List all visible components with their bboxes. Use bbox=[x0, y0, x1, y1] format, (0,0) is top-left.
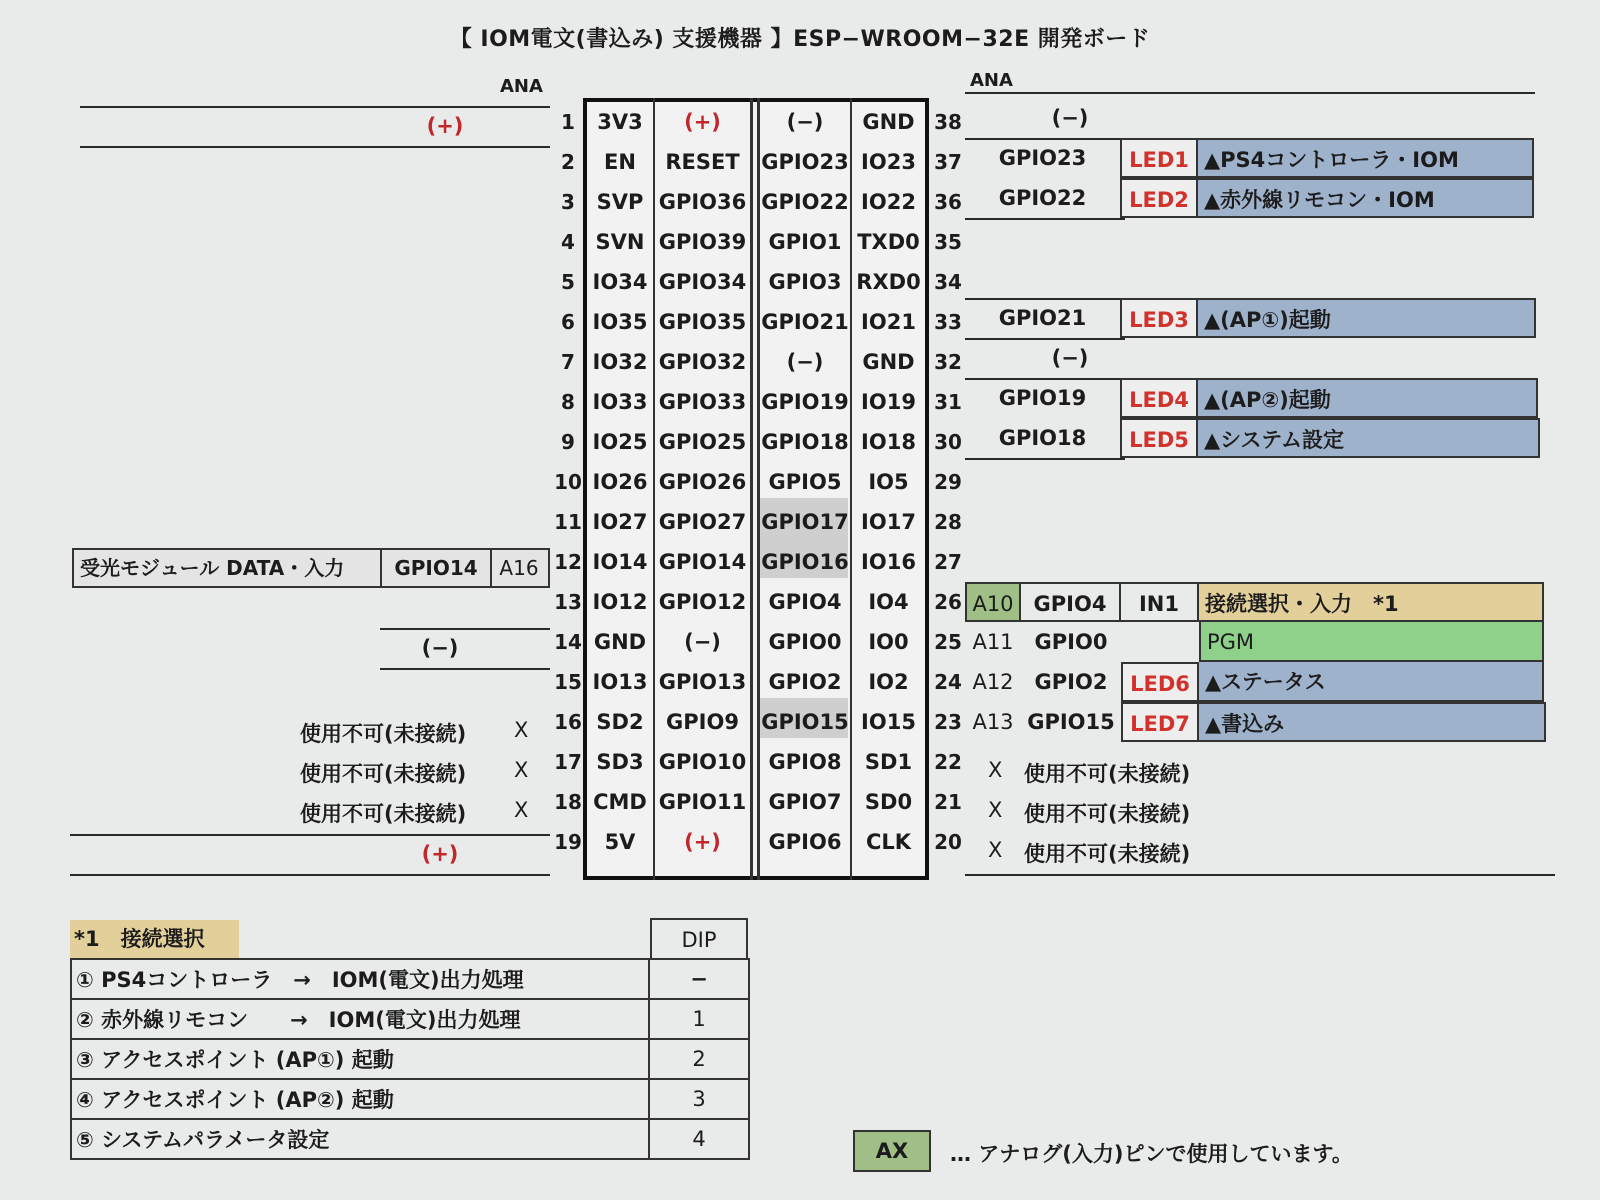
option-label: ④ アクセスポイント (AP②) 起動 bbox=[71, 1079, 649, 1119]
right-minus-32: (−) bbox=[1051, 346, 1089, 370]
ana-pin-a12: A12 bbox=[972, 670, 1014, 694]
pin-number-left: 3 bbox=[561, 190, 575, 214]
divider bbox=[965, 92, 1535, 94]
led-gpio: GPIO22 bbox=[998, 186, 1087, 210]
pin-cell: IO19 bbox=[861, 390, 916, 414]
pin-cell: GPIO36 bbox=[658, 190, 747, 214]
row-25-gpio: GPIO0 bbox=[1034, 630, 1108, 654]
pin-cell: GPIO22 bbox=[761, 190, 849, 214]
x-mark: X bbox=[988, 838, 1003, 862]
pin-cell: 3V3 bbox=[597, 110, 643, 134]
divider bbox=[965, 458, 1125, 460]
pin-number-right: 27 bbox=[934, 550, 962, 574]
led-label: LED7 bbox=[1121, 702, 1199, 742]
pin-number-left: 13 bbox=[554, 590, 582, 614]
pin-cell: IO16 bbox=[861, 550, 916, 574]
divider bbox=[965, 874, 1555, 876]
pin-number-left: 2 bbox=[561, 150, 575, 174]
sensor-gpio: GPIO14 bbox=[380, 550, 492, 586]
status-desc: ▲ステータス bbox=[1197, 662, 1544, 702]
divider bbox=[380, 668, 550, 670]
table-row bbox=[71, 959, 749, 999]
table-row bbox=[71, 1039, 749, 1079]
x-mark: X bbox=[514, 758, 529, 782]
pin-number-left: 17 bbox=[554, 750, 582, 774]
pin-number-left: 12 bbox=[554, 550, 582, 574]
pin-cell: SD2 bbox=[596, 710, 644, 734]
pin-cell: CLK bbox=[865, 830, 912, 854]
sensor-row bbox=[72, 548, 550, 588]
sensor-ana: A16 bbox=[499, 556, 539, 580]
pin-cell: CMD bbox=[593, 790, 647, 814]
page-title: 【 IOM電文(書込み) 支援機器 】ESP−WROOM−32E 開発ボード bbox=[449, 27, 1151, 52]
pin-cell: GPIO3 bbox=[768, 270, 842, 294]
pin-number-right: 24 bbox=[934, 670, 962, 694]
pin-number-right: 33 bbox=[934, 310, 962, 334]
pgm-label: PGM bbox=[1199, 622, 1544, 662]
pin-number-left: 8 bbox=[561, 390, 575, 414]
pin-cell: IO12 bbox=[592, 590, 648, 614]
table-row bbox=[71, 999, 749, 1039]
led-gpio: GPIO18 bbox=[998, 426, 1087, 450]
pin-cell: GPIO13 bbox=[658, 670, 747, 694]
pin-number-right: 35 bbox=[934, 230, 962, 254]
unused-label: 使用不可(未接続) bbox=[1024, 802, 1191, 826]
pin-cell: IO15 bbox=[861, 710, 916, 734]
right-minus-38: (−) bbox=[1051, 106, 1089, 130]
pin-cell: GPIO34 bbox=[658, 270, 747, 294]
pin-cell: IO26 bbox=[592, 470, 648, 494]
pin-number-right: 32 bbox=[934, 350, 962, 374]
pin-cell: GPIO32 bbox=[658, 350, 747, 374]
connect-select-table bbox=[70, 958, 750, 1160]
option-dip: 4 bbox=[649, 1119, 749, 1159]
pin-cell: TXD0 bbox=[857, 230, 920, 254]
pin-cell: IO5 bbox=[868, 470, 909, 494]
pin-cell: GPIO25 bbox=[658, 430, 747, 454]
led-gpio: GPIO21 bbox=[998, 306, 1087, 330]
row-24-gpio: GPIO2 bbox=[1034, 670, 1108, 694]
left-plus-bottom: (+) bbox=[421, 842, 459, 866]
pin-cell: GPIO7 bbox=[768, 790, 842, 814]
pin-number-left: 9 bbox=[561, 430, 575, 454]
dip-header: DIP bbox=[650, 918, 748, 958]
row-23-gpio: GPIO15 bbox=[1027, 710, 1115, 734]
pin-number-left: 5 bbox=[561, 270, 575, 294]
led-label: LED4 bbox=[1120, 378, 1198, 418]
pin-cell: IO18 bbox=[861, 430, 916, 454]
pin-cell: IO4 bbox=[868, 590, 909, 614]
pin-cell: GPIO10 bbox=[658, 750, 747, 774]
pin-cell: SVN bbox=[595, 230, 645, 254]
x-mark: X bbox=[514, 718, 529, 742]
pin-cell: GPIO39 bbox=[658, 230, 747, 254]
pin-cell: IO2 bbox=[868, 670, 909, 694]
pin-cell: IO32 bbox=[592, 350, 648, 374]
pin-cell: SD3 bbox=[596, 750, 644, 774]
pin-number-right: 22 bbox=[934, 750, 962, 774]
pin-cell: IO22 bbox=[861, 190, 916, 214]
led-gpio: GPIO19 bbox=[998, 386, 1087, 410]
pin-cell: GPIO19 bbox=[761, 390, 849, 414]
pin-number-right: 21 bbox=[934, 790, 962, 814]
pin-cell: IO27 bbox=[592, 510, 648, 534]
ana-pin-a11: A11 bbox=[972, 630, 1014, 654]
pin-cell: IO14 bbox=[592, 550, 648, 574]
connect-select-input: 接続選択・入力 *1 bbox=[1199, 582, 1544, 622]
pin-cell: GPIO8 bbox=[768, 750, 842, 774]
pin-cell: IO23 bbox=[861, 150, 916, 174]
pin-cell: GPIO16 bbox=[761, 550, 849, 574]
pin-cell: GPIO15 bbox=[761, 710, 849, 734]
pin-cell: GPIO5 bbox=[768, 470, 842, 494]
led-label: LED5 bbox=[1120, 418, 1198, 458]
table-row bbox=[71, 1079, 749, 1119]
unused-label: 使用不可(未接続) bbox=[300, 762, 467, 786]
x-mark: X bbox=[988, 758, 1003, 782]
pin-cell: GPIO12 bbox=[658, 590, 747, 614]
led-desc: ▲(AP②)起動 bbox=[1196, 378, 1538, 418]
pin-cell: GPIO11 bbox=[658, 790, 747, 814]
pin-number-left: 7 bbox=[561, 350, 575, 374]
pin-cell: IO34 bbox=[592, 270, 648, 294]
option-dip: 3 bbox=[649, 1079, 749, 1119]
x-mark: X bbox=[988, 798, 1003, 822]
pin-number-right: 28 bbox=[934, 510, 962, 534]
pin-cell: (+) bbox=[684, 110, 721, 134]
option-label: ① PS4コントローラ → IOM(電文)出力処理 bbox=[71, 959, 649, 999]
unused-label: 使用不可(未接続) bbox=[300, 802, 467, 826]
pin-cell: IO33 bbox=[592, 390, 648, 414]
option-dip: − bbox=[649, 959, 749, 999]
pin-cell: GPIO4 bbox=[768, 590, 842, 614]
ana-right-label: ANA bbox=[970, 70, 1013, 91]
unused-label: 使用不可(未接続) bbox=[1024, 842, 1191, 866]
pin-cell: GPIO18 bbox=[761, 430, 849, 454]
pin-number-right: 25 bbox=[934, 630, 962, 654]
pin-number-right: 34 bbox=[934, 270, 962, 294]
pin-cell: GPIO9 bbox=[666, 710, 739, 734]
pin-number-left: 11 bbox=[554, 510, 582, 534]
pin-cell: RESET bbox=[665, 150, 740, 174]
option-dip: 1 bbox=[649, 999, 749, 1039]
led-desc: ▲システム設定 bbox=[1196, 418, 1540, 458]
pin-cell: GPIO35 bbox=[658, 310, 747, 334]
pin-cell: GPIO0 bbox=[768, 630, 842, 654]
pin-number-right: 30 bbox=[934, 430, 962, 454]
pin-number-left: 19 bbox=[554, 830, 582, 854]
pin-cell: SD1 bbox=[864, 750, 913, 774]
pin-cell: RXD0 bbox=[856, 270, 921, 294]
pin-number-right: 26 bbox=[934, 590, 962, 614]
pin-cell: GPIO27 bbox=[658, 510, 747, 534]
option-label: ③ アクセスポイント (AP①) 起動 bbox=[71, 1039, 649, 1079]
column-divider bbox=[750, 98, 753, 880]
unused-label: 使用不可(未接続) bbox=[1024, 762, 1191, 786]
pin-cell: SVP bbox=[596, 190, 644, 214]
pin-cell: IO0 bbox=[868, 630, 909, 654]
in1-label: IN1 bbox=[1121, 582, 1199, 622]
pin-number-right: 36 bbox=[934, 190, 962, 214]
ana-pin-a13: A13 bbox=[972, 710, 1014, 734]
led-label: LED3 bbox=[1120, 298, 1198, 338]
led-desc: ▲赤外線リモコン・IOM bbox=[1196, 178, 1534, 218]
connect-select-heading: *1 接続選択 bbox=[70, 920, 239, 958]
led-desc: ▲PS4コントローラ・IOM bbox=[1196, 138, 1534, 178]
divider bbox=[80, 146, 550, 148]
led-desc: ▲(AP①)起動 bbox=[1196, 298, 1536, 338]
pin-cell: GPIO1 bbox=[768, 230, 842, 254]
pin-cell: GPIO17 bbox=[761, 510, 849, 534]
pin-number-left: 10 bbox=[554, 470, 582, 494]
row-26-gpio: GPIO4 bbox=[1021, 582, 1121, 622]
unused-label: 使用不可(未接続) bbox=[300, 722, 467, 746]
pin-cell: (−) bbox=[786, 350, 824, 374]
led-gpio: GPIO23 bbox=[998, 146, 1087, 170]
table-row bbox=[71, 1119, 749, 1159]
pin-number-left: 14 bbox=[554, 630, 582, 654]
pin-cell: SD0 bbox=[864, 790, 913, 814]
ax-legend-text: … アナログ(入力)ピンで使用しています。 bbox=[950, 1142, 1353, 1166]
pin-cell: IO17 bbox=[861, 510, 916, 534]
ana-left-label: ANA bbox=[500, 76, 543, 97]
pin-cell: 5V bbox=[604, 830, 636, 854]
pin-cell: GPIO6 bbox=[768, 830, 842, 854]
pin-cell: IO21 bbox=[861, 310, 916, 334]
pin-number-right: 29 bbox=[934, 470, 962, 494]
pin-cell: GND bbox=[862, 110, 915, 134]
pin-cell: GPIO21 bbox=[761, 310, 849, 334]
divider bbox=[70, 874, 550, 876]
pin-number-left: 4 bbox=[561, 230, 575, 254]
pin-cell: EN bbox=[604, 150, 636, 174]
write-desc: ▲書込み bbox=[1197, 702, 1546, 742]
led-label: LED2 bbox=[1120, 178, 1198, 218]
pin-cell: (−) bbox=[684, 630, 721, 654]
pin-cell: (+) bbox=[684, 830, 721, 854]
pin-cell: IO25 bbox=[592, 430, 648, 454]
pin-number-left: 15 bbox=[554, 670, 582, 694]
ax-legend-box: AX bbox=[853, 1130, 931, 1172]
pin-cell: GPIO14 bbox=[658, 550, 747, 574]
pin-number-right: 38 bbox=[934, 110, 962, 134]
ana-pin-a10: A10 bbox=[965, 582, 1021, 622]
left-minus-14: (−) bbox=[421, 636, 459, 660]
pin-cell: GPIO23 bbox=[761, 150, 849, 174]
pin-number-right: 23 bbox=[934, 710, 962, 734]
x-mark: X bbox=[514, 798, 529, 822]
pin-cell: GND bbox=[862, 350, 915, 374]
pin-cell: GPIO2 bbox=[768, 670, 842, 694]
pin-number-right: 31 bbox=[934, 390, 962, 414]
pin-cell: GND bbox=[593, 630, 647, 654]
pin-number-left: 16 bbox=[554, 710, 582, 734]
sensor-label: 受光モジュール DATA・入力 bbox=[80, 556, 345, 580]
left-plus-top: (+) bbox=[426, 114, 464, 138]
pin-cell: (−) bbox=[786, 110, 824, 134]
pin-number-right: 37 bbox=[934, 150, 962, 174]
pin-cell: IO13 bbox=[592, 670, 648, 694]
pin-cell: IO35 bbox=[592, 310, 648, 334]
pin-number-left: 1 bbox=[561, 110, 575, 134]
option-dip: 2 bbox=[649, 1039, 749, 1079]
led-label: LED1 bbox=[1120, 138, 1198, 178]
pin-cell: GPIO26 bbox=[658, 470, 747, 494]
pin-number-right: 20 bbox=[934, 830, 962, 854]
led-label: LED6 bbox=[1121, 662, 1199, 702]
divider bbox=[965, 218, 1125, 220]
option-label: ② 赤外線リモコン → IOM(電文)出力処理 bbox=[71, 999, 649, 1039]
pin-number-left: 6 bbox=[561, 310, 575, 334]
option-label: ⑤ システムパラメータ設定 bbox=[71, 1119, 649, 1159]
pin-number-left: 18 bbox=[554, 790, 582, 814]
pin-cell: GPIO33 bbox=[658, 390, 747, 414]
